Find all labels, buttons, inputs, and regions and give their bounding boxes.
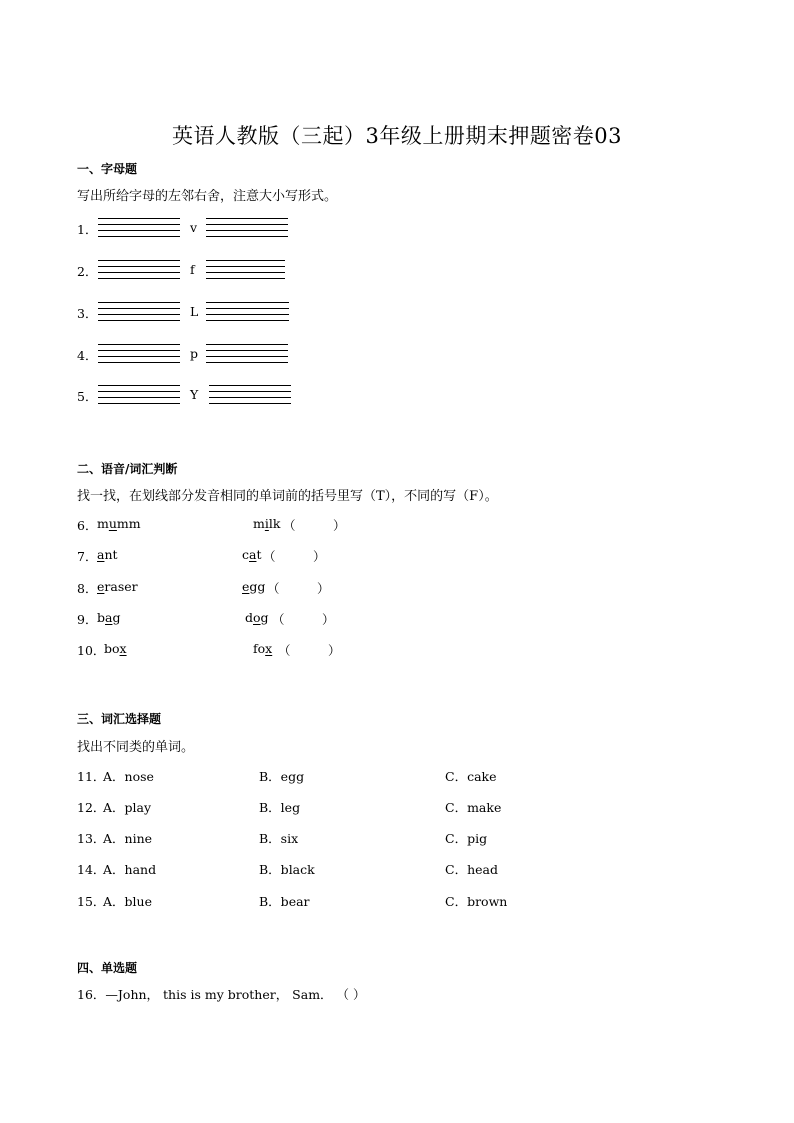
writing-lines-left[interactable] [98,259,180,281]
section3-heading: 三、词汇选择题 [77,712,162,726]
given-letter: v [190,220,198,235]
writing-lines-right[interactable] [206,259,285,281]
word-1 [97,579,138,594]
option-b[interactable]: B．egg [259,769,305,784]
option-c[interactable]: C．head [445,862,498,877]
item-number: 1． [77,222,98,237]
word-part: gg [249,579,266,594]
section3-instruction: 找出不同类的单词。 [77,740,195,755]
word-1 [97,610,120,625]
word-part: nt [104,547,118,562]
writing-lines-right[interactable] [209,384,291,406]
writing-lines-right[interactable] [206,301,289,323]
section2-heading: 二、语音/词汇判断 [77,462,178,476]
item-number: 7． [77,549,98,564]
word-part: d [245,610,254,625]
word-2 [242,579,265,594]
section1-instruction: 写出所给字母的左邻右舍，注意大小写形式。 [77,189,338,204]
option-b[interactable]: B．bear [259,894,310,909]
answer-brackets[interactable]: （ ） [263,549,326,564]
underlined-letters: a [105,610,113,625]
given-letter: Y [190,387,199,402]
writing-lines-right[interactable] [206,343,288,365]
underlined-letters: a [97,547,105,562]
option-c[interactable]: C．cake [445,769,497,784]
word-part: fo [253,641,266,656]
word-part: mm [116,516,141,531]
item-number: 10． [77,643,106,658]
item-number: 4． [77,348,98,363]
word-part: m [253,516,265,531]
writing-lines-left[interactable] [98,343,180,365]
underlined-letters: x [265,641,273,656]
writing-lines-left[interactable] [98,301,180,323]
writing-lines-left[interactable] [98,384,180,406]
underlined-letters: x [119,641,127,656]
option-a[interactable]: A．hand [103,862,157,877]
underlined-letters: e [242,579,250,594]
option-c[interactable]: C．pig [445,831,488,846]
word-1 [104,641,127,656]
item-number: 14． [77,862,106,877]
word-2 [245,610,269,625]
underlined-letters: o [253,610,261,625]
item-number: 9． [77,612,98,627]
section2-instruction: 找一找，在划线部分发音相同的单词前的括号里写（T），不同的写（F）。 [77,489,498,504]
word-2 [253,516,280,531]
word-part: lk [268,516,281,531]
answer-brackets[interactable]: （ ） [283,518,346,533]
underlined-letters: u [108,516,117,531]
item-number: 3． [77,306,98,321]
answer-brackets[interactable]: （ ） [278,643,341,658]
option-b[interactable]: B．black [259,862,315,877]
item-number: 11． [77,769,106,784]
item-number: 15． [77,894,106,909]
word-part: c [242,547,250,562]
word-part: g [260,610,269,625]
word-part: t [256,547,262,562]
word-2 [253,641,272,656]
word-2 [242,547,262,562]
item-number: 12． [77,800,106,815]
word-1 [97,547,118,562]
option-a[interactable]: A．play [103,800,152,815]
option-b[interactable]: B．leg [259,800,301,815]
option-b[interactable]: B．six [259,831,299,846]
question-16: 16．—John， this is my brother， Sam． （ ） [77,987,366,1002]
word-part: bo [104,641,120,656]
option-a[interactable]: A．nine [103,831,153,846]
underlined-letters: e [97,579,105,594]
page-title: 英语人教版（三起）3年级上册期末押题密卷03 [171,124,623,148]
word-part: raser [104,579,138,594]
given-letter: L [190,304,199,319]
item-number: 6． [77,518,98,533]
writing-lines-left[interactable] [98,217,180,239]
underlined-letters: a [249,547,257,562]
word-part: g [112,610,121,625]
given-letter: p [190,346,199,361]
word-part: m [97,516,109,531]
given-letter: f [190,262,195,277]
item-number: 8． [77,581,98,596]
item-number: 5． [77,389,98,404]
answer-brackets[interactable]: （ ） [267,581,330,596]
option-a[interactable]: A．blue [103,894,152,909]
option-a[interactable]: A．nose [103,769,154,784]
option-c[interactable]: C．make [445,800,502,815]
item-number: 13． [77,831,106,846]
writing-lines-right[interactable] [206,217,288,239]
word-1 [97,516,141,531]
section1-heading: 一、字母题 [77,162,138,176]
item-number: 2． [77,264,98,279]
option-c[interactable]: C．brown [445,894,508,909]
word-part: b [97,610,106,625]
underlined-letters: i [264,516,269,531]
answer-brackets[interactable]: （ ） [272,612,335,627]
section4-heading: 四、单选题 [77,961,138,975]
